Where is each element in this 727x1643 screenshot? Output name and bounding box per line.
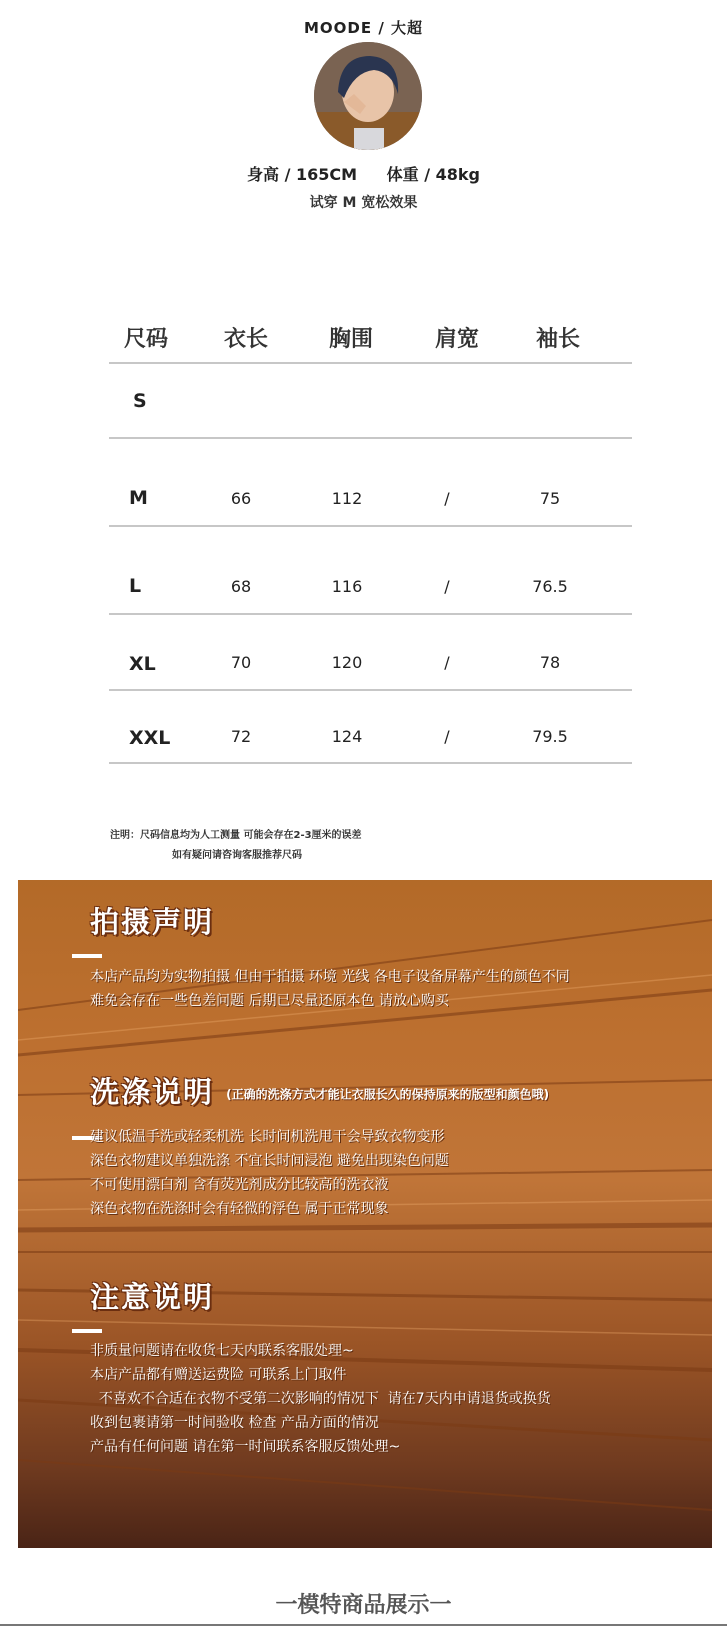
cell-size: XL bbox=[129, 653, 156, 675]
header-sleeve: 袖长 bbox=[535, 327, 580, 352]
header-length: 衣长 bbox=[223, 327, 268, 352]
notice-line: 非质量问题请在收货七天内联系客服处理~ bbox=[90, 1343, 354, 1359]
model-name: MOODE / 大超 bbox=[303, 19, 424, 37]
model-display-title: 一模特商品展示一 bbox=[275, 1593, 452, 1618]
cell-chest: 116 bbox=[331, 577, 363, 596]
cell-sleeve: 79.5 bbox=[532, 727, 568, 746]
table-row bbox=[109, 527, 632, 615]
cell-length: 70 bbox=[230, 653, 252, 672]
header-chest: 胸围 bbox=[328, 327, 373, 352]
size-note-line: 注明：尺码信息均为人工测量 可能会存在2-3厘米的误差 bbox=[110, 830, 362, 841]
cell-size: S bbox=[133, 390, 147, 412]
cell-size: L bbox=[129, 575, 142, 597]
notice-line: 收到包裹请第一时间验收 检查 产品方面的情况 bbox=[90, 1415, 379, 1431]
cell-size: M bbox=[129, 487, 148, 509]
cell-shoulder: / bbox=[444, 489, 450, 508]
cell-chest: 112 bbox=[331, 489, 363, 508]
size-table-header bbox=[109, 300, 632, 364]
cell-size: XXL bbox=[129, 727, 171, 749]
size-note bbox=[110, 826, 362, 866]
washing-title-text: 洗涤说明 bbox=[90, 1075, 215, 1109]
washing-line: 深色衣物在洗涤时会有轻微的浮色 属于正常现象 bbox=[90, 1201, 389, 1217]
size-table bbox=[109, 300, 632, 764]
notice-line: 产品有任何问题 请在第一时间联系客服反馈处理~ bbox=[90, 1439, 401, 1455]
washing-line: 深色衣物建议单独洗涤 不宜长时间浸泡 避免出现染色问题 bbox=[90, 1153, 449, 1169]
cell-chest: 124 bbox=[331, 727, 363, 746]
washing-subtitle: (正确的洗涤方式才能让衣服长久的保持原来的版型和颜色哦) bbox=[226, 1087, 550, 1102]
notice-line: 不喜欢不合适在衣物不受第二次影响的情况下 请在7天内申请退货或换货 bbox=[90, 1391, 551, 1407]
cell-length: 66 bbox=[230, 489, 252, 508]
cell-sleeve: 75 bbox=[539, 489, 561, 508]
cell-length: 68 bbox=[230, 577, 252, 596]
model-weight: 体重 / 48kg bbox=[386, 165, 480, 184]
size-note-line: 如有疑问请咨询客服推荐尺码 bbox=[172, 850, 302, 861]
notice-title: 注意说明 bbox=[90, 1280, 215, 1314]
model-fit: 试穿 M 宽松效果 bbox=[309, 195, 418, 211]
cell-chest: 120 bbox=[331, 653, 363, 672]
header-shoulder: 肩宽 bbox=[434, 327, 479, 352]
shooting-title: 拍摄声明 bbox=[90, 905, 215, 939]
model-avatar bbox=[314, 42, 422, 150]
table-row bbox=[109, 439, 632, 527]
cell-shoulder: / bbox=[444, 577, 450, 596]
table-row bbox=[109, 691, 632, 764]
table-row bbox=[109, 615, 632, 691]
cell-sleeve: 76.5 bbox=[532, 577, 568, 596]
washing-title bbox=[90, 1070, 549, 1111]
notice-divider bbox=[72, 1329, 102, 1333]
header-size: 尺码 bbox=[123, 327, 168, 352]
shooting-line: 难免会存在一些色差问题 后期已尽量还原本色 请放心购买 bbox=[90, 993, 449, 1009]
cell-sleeve: 78 bbox=[539, 653, 561, 672]
cell-shoulder: / bbox=[444, 653, 450, 672]
cell-shoulder: / bbox=[444, 727, 450, 746]
model-stats bbox=[0, 162, 727, 185]
care-instructions-banner bbox=[18, 880, 712, 1548]
shooting-line: 本店产品均为实物拍摄 但由于拍摄 环境 光线 各电子设备屏幕产生的颜色不同 bbox=[90, 969, 570, 985]
cell-length: 72 bbox=[230, 727, 252, 746]
shooting-divider bbox=[72, 954, 102, 958]
table-row bbox=[109, 364, 632, 439]
footer-divider bbox=[0, 1624, 727, 1626]
washing-line: 不可使用漂白剂 含有荧光剂成分比较高的洗衣液 bbox=[90, 1177, 389, 1193]
model-info bbox=[0, 0, 727, 260]
notice-line: 本店产品都有赠送运费险 可联系上门取件 bbox=[90, 1367, 347, 1383]
washing-line: 建议低温手洗或轻柔机洗 长时间机洗甩干会导致衣物变形 bbox=[90, 1129, 445, 1145]
model-height: 身高 / 165CM bbox=[247, 165, 358, 184]
